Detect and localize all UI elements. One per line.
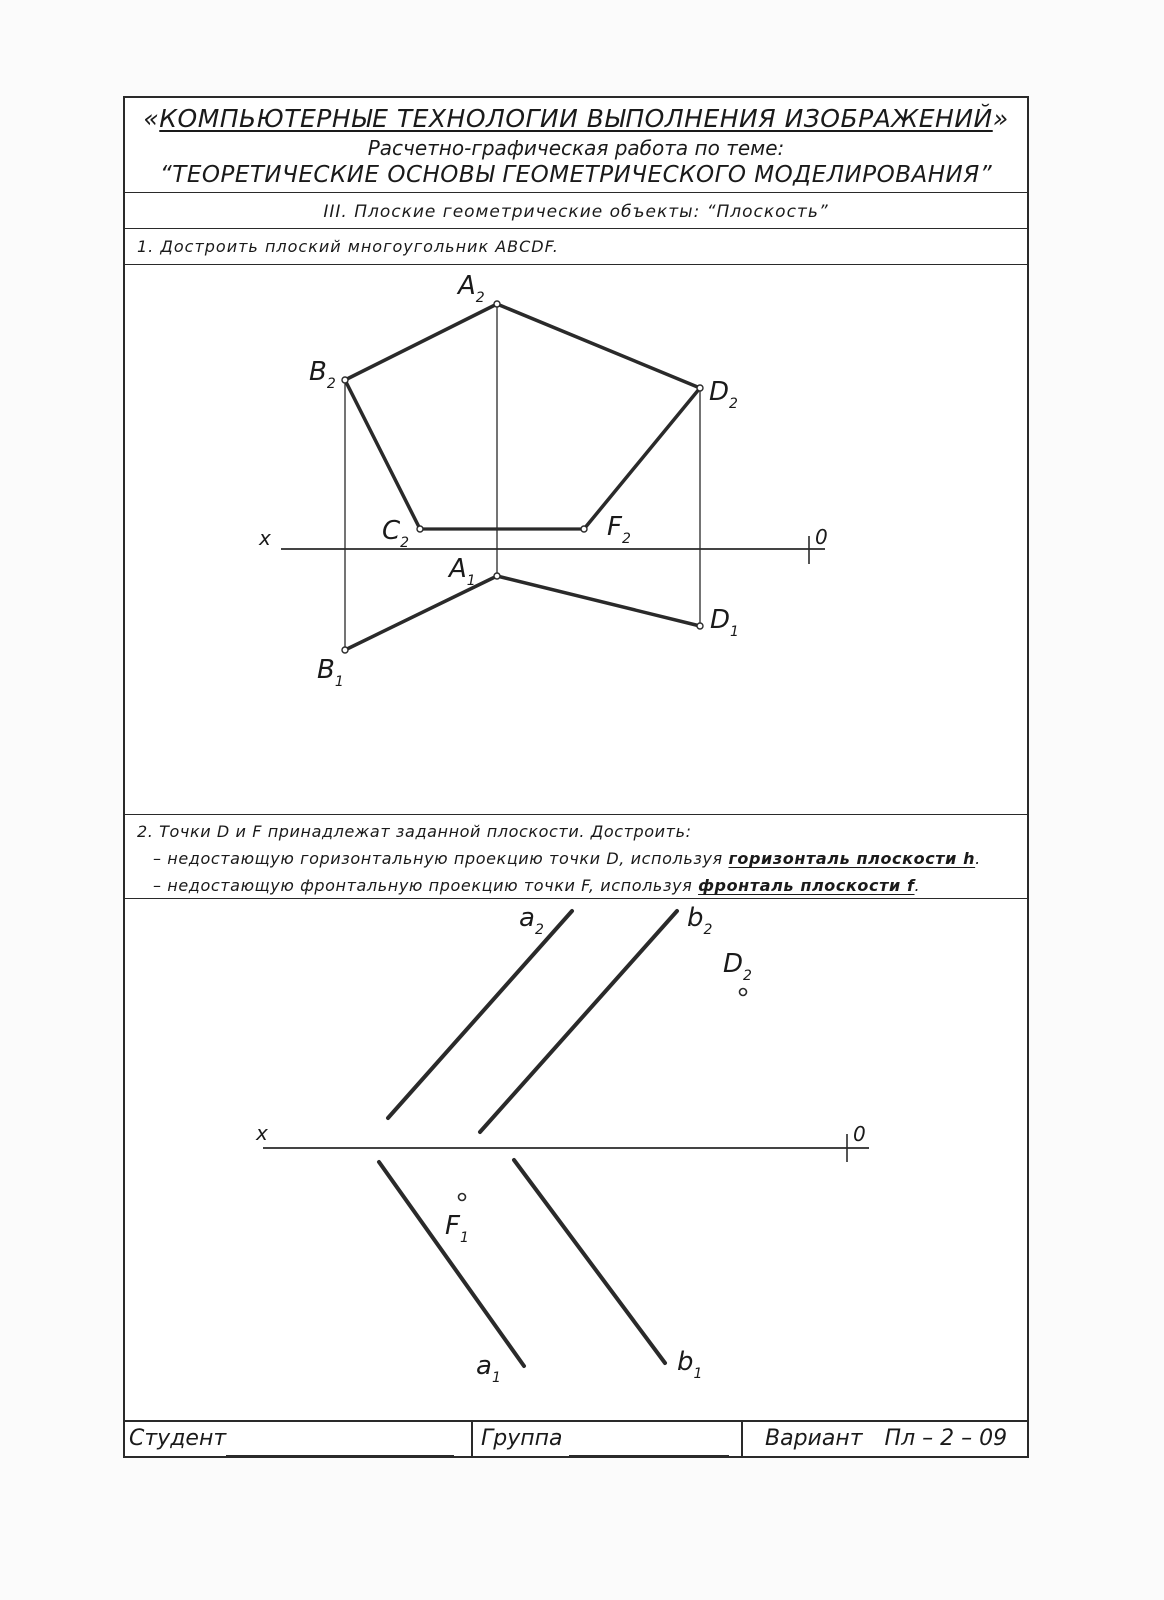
label-x-task2: x	[256, 1121, 268, 1145]
footer-separator-2	[741, 1422, 743, 1456]
point-a2	[494, 301, 500, 307]
point-f2	[581, 526, 587, 532]
task2-line1: 2. Точки D и F принадлежат заданной плоскости. Достроить:	[137, 822, 692, 841]
title-close-quote: »	[992, 104, 1009, 133]
polygon-frontal-projection	[345, 304, 700, 529]
point-d2	[697, 385, 703, 391]
label-x-task1: x	[259, 526, 271, 550]
footer-separator-1	[471, 1422, 473, 1456]
variant-value: Пл – 2 – 09	[884, 1426, 1008, 1451]
title-main: КОМПЬЮТЕРНЫЕ ТЕХНОЛОГИИ ВЫПОЛНЕНИЯ ИЗОБРАЖЕНИЙ	[159, 104, 993, 133]
divider-task2	[125, 898, 1027, 899]
section-title: III. Плоские геометрические объекты: “Плоскость”	[323, 202, 829, 222]
point-d2-task2	[740, 989, 747, 996]
task2-text	[137, 818, 1027, 899]
student-blank[interactable]	[226, 1431, 454, 1456]
label-c2: $C_2$	[382, 516, 410, 551]
label-a1-task2: $a_1$	[476, 1351, 501, 1386]
divider-task1-area	[125, 814, 1027, 815]
variant-label: Вариант	[765, 1426, 863, 1451]
point-a1	[494, 573, 500, 579]
task1-text: 1. Достроить плоский многоугольник ABCDF.	[137, 237, 559, 256]
line-b1	[514, 1160, 665, 1363]
label-b2-task2: $b_2$	[687, 903, 713, 938]
label-b1: $B_1$	[317, 655, 344, 690]
polygon-horizontal-projection	[345, 576, 700, 650]
point-f1-task2	[459, 1194, 466, 1201]
line-b2	[480, 911, 677, 1132]
point-c2	[417, 526, 423, 532]
label-origin-task2: 0	[853, 1122, 866, 1146]
label-origin-task1: 0	[815, 525, 828, 549]
title-block	[125, 1420, 1027, 1456]
task2-line3: – недостающую фронтальную проекцию точки F, используя фронталь плоскости f.	[153, 876, 921, 895]
label-a2: $A_2$	[458, 271, 485, 306]
group-blank[interactable]	[569, 1431, 729, 1456]
line-a1	[379, 1162, 524, 1366]
term-frontal: фронталь плоскости f	[698, 876, 915, 895]
variant-cell	[765, 1422, 1025, 1456]
label-d2: $D_2$	[709, 377, 738, 412]
title-open-quote: «	[143, 104, 160, 133]
label-d1: $D_1$	[710, 605, 739, 640]
label-f2: $F_2$	[607, 512, 631, 547]
task1-drawing	[125, 98, 1027, 1458]
point-b2	[342, 377, 348, 383]
group-label: Группа	[481, 1426, 563, 1451]
task2-line2: – недостающую горизонтальную проекцию точки D, используя горизонталь плоскости h.	[153, 849, 981, 868]
drawing-sheet	[123, 96, 1029, 1458]
student-cell	[129, 1422, 469, 1456]
sheet-theme: “ТЕОРЕТИЧЕСКИЕ ОСНОВЫ ГЕОМЕТРИЧЕСКОГО МОДЕЛИРОВАНИЯ”	[159, 162, 993, 188]
label-d2-task2: $D_2$	[723, 949, 752, 984]
term-horizontal: горизонталь плоскости h	[728, 849, 976, 868]
label-b1-task2: $b_1$	[677, 1347, 703, 1382]
label-f1-task2: $F_1$	[445, 1211, 469, 1246]
label-b2: $B_2$	[309, 357, 336, 392]
point-d1	[697, 623, 703, 629]
student-label: Студент	[129, 1426, 227, 1451]
label-a1: $A_1$	[449, 554, 476, 589]
point-b1	[342, 647, 348, 653]
label-a2-task2: $a_2$	[519, 903, 544, 938]
group-cell	[481, 1422, 739, 1456]
line-a2	[388, 911, 572, 1118]
sheet-subtitle: Расчетно-графическая работа по теме:	[367, 136, 785, 160]
